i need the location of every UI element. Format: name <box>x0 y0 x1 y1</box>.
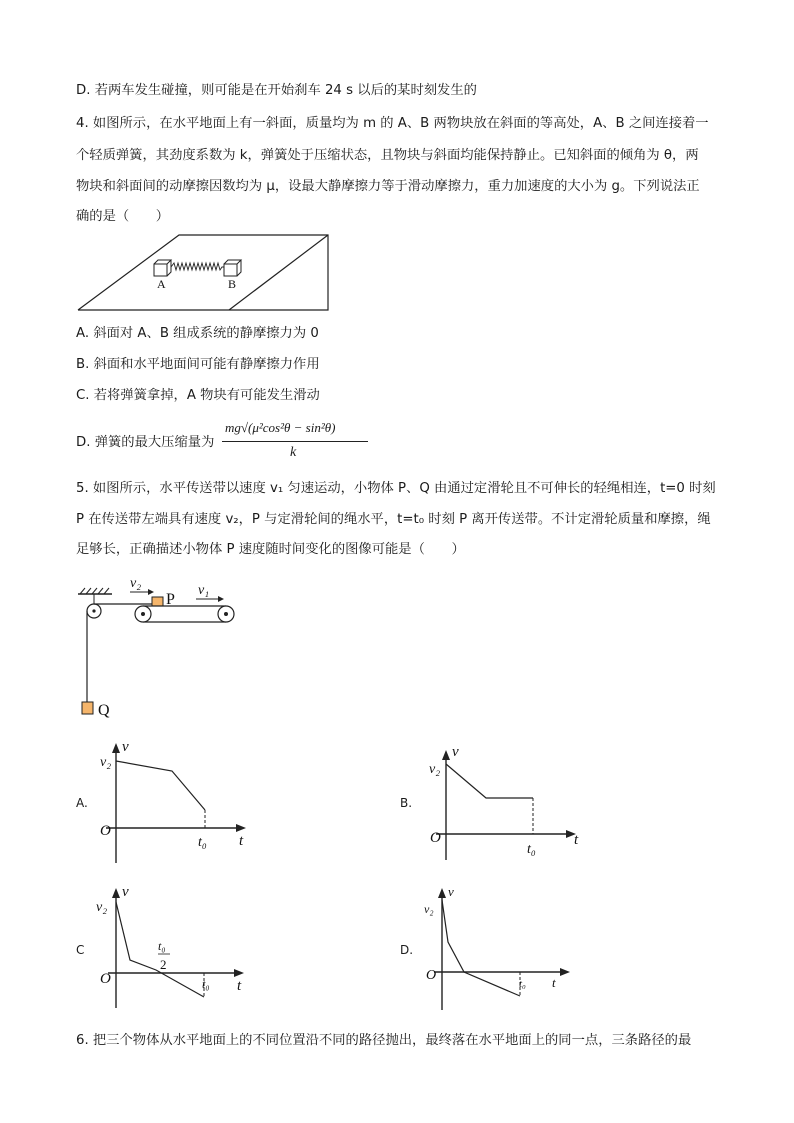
q4-option-d-prefix: D. 弹簧的最大压缩量为 <box>76 435 215 450</box>
tick-t0: t₀ <box>519 978 526 990</box>
fraction-bar <box>222 441 368 442</box>
graph-a <box>98 735 258 865</box>
origin: O <box>100 823 111 839</box>
tick-v2: v₂ <box>100 755 112 770</box>
block-q <box>82 702 93 714</box>
q4-incline-figure <box>76 233 332 315</box>
graph-c <box>96 880 256 1010</box>
q5-stem-line-2: P 在传送带左端具有速度 v₂，P 与定滑轮间的绳水平，t=t₀ 时刻 P 离开传送带。不计定滑轮质量和摩擦，绳 <box>76 512 711 527</box>
q6-stem-line-1: 6. 把三个物体从水平地面上的不同位置沿不同的路径抛出，最终落在水平地面上的同一点，三条路径的最 <box>76 1033 692 1048</box>
q4-stem-line-3: 物块和斜面间的动摩擦因数均为 μ，设最大静摩擦力等于滑动摩擦力，重力加速度的大小为 g。下列说法正 <box>76 179 700 194</box>
axis-v: v <box>448 884 454 899</box>
q5-option-c-label: C <box>76 943 85 957</box>
graph-b <box>428 742 588 862</box>
axis-v: v <box>452 744 459 760</box>
q5-stem-line-1: 5. 如图所示，水平传送带以速度 v₁ 匀速运动，小物体 P、Q 由通过定滑轮且不可伸长的轻绳相连，t=0 时刻 <box>76 481 716 496</box>
q4-stem-line-4: 确的是（ ） <box>76 209 170 224</box>
tick-t0-half-den: 2 <box>160 957 167 972</box>
tick-t0: t₀ <box>198 835 207 850</box>
axis-v: v <box>122 739 129 755</box>
q4-stem-line-2: 个轻质弹簧，其劲度系数为 k，弹簧处于压缩状态，且物块与斜面均能保持静止。已知斜面的倾角为 θ，两 <box>76 148 699 163</box>
q4-stem-line-1: 4. 如图所示，在水平地面上有一斜面，质量均为 m 的 A、B 两物块放在斜面的等高处，A、B 之间连接着一 <box>76 116 709 131</box>
axis-v: v <box>122 884 129 900</box>
tick-v2: v₂ <box>429 762 441 777</box>
label-a: A <box>157 277 166 291</box>
label-v2: v₂ <box>130 576 142 591</box>
conveyor-belt <box>135 606 234 622</box>
origin: O <box>100 971 111 987</box>
q4-option-a: A. 斜面对 A、B 组成系统的静摩擦力为 0 <box>76 326 319 341</box>
tick-t0-half-num: t₀ <box>158 939 166 953</box>
q4-option-d-numerator: mg√(μ²cos²θ − sin²θ) <box>225 420 336 435</box>
label-q: Q <box>98 702 110 719</box>
q5-stem-line-3: 足够长，正确描述小物体 P 速度随时间变化的图像可能是（ ） <box>76 542 465 557</box>
graph-d <box>422 882 582 1012</box>
axis-t: t <box>237 978 242 994</box>
q5-option-b-label: B. <box>400 796 413 810</box>
block-b <box>224 260 241 276</box>
label-p: P <box>166 591 175 608</box>
tick-v2: v₂ <box>424 902 434 916</box>
label-b: B <box>228 277 237 291</box>
axis-t: t <box>574 832 579 848</box>
q4-option-b: B. 斜面和水平地面间可能有静摩擦力作用 <box>76 357 320 372</box>
origin: O <box>426 968 437 983</box>
spring <box>171 263 224 270</box>
tick-t0: t₀ <box>202 977 210 991</box>
axis-t: t <box>239 833 244 849</box>
block-a <box>154 260 171 276</box>
tick-v2: v₂ <box>96 900 108 915</box>
tick-t0: t₀ <box>527 842 536 857</box>
q4-option-c: C. 若将弹簧拿掉，A 物块有可能发生滑动 <box>76 388 320 403</box>
q5-option-d-label: D. <box>400 943 414 957</box>
q5-conveyor-figure <box>74 572 244 722</box>
label-v1: v₁ <box>198 583 210 598</box>
q5-option-a-label: A. <box>76 796 88 810</box>
axis-t: t <box>552 975 556 990</box>
origin: O <box>430 830 441 846</box>
q3-option-d: D. 若两车发生碰撞，则可能是在开始刹车 24 s 以后的某时刻发生的 <box>76 83 477 98</box>
q4-option-d-denominator: k <box>290 445 297 460</box>
block-p <box>152 597 163 606</box>
